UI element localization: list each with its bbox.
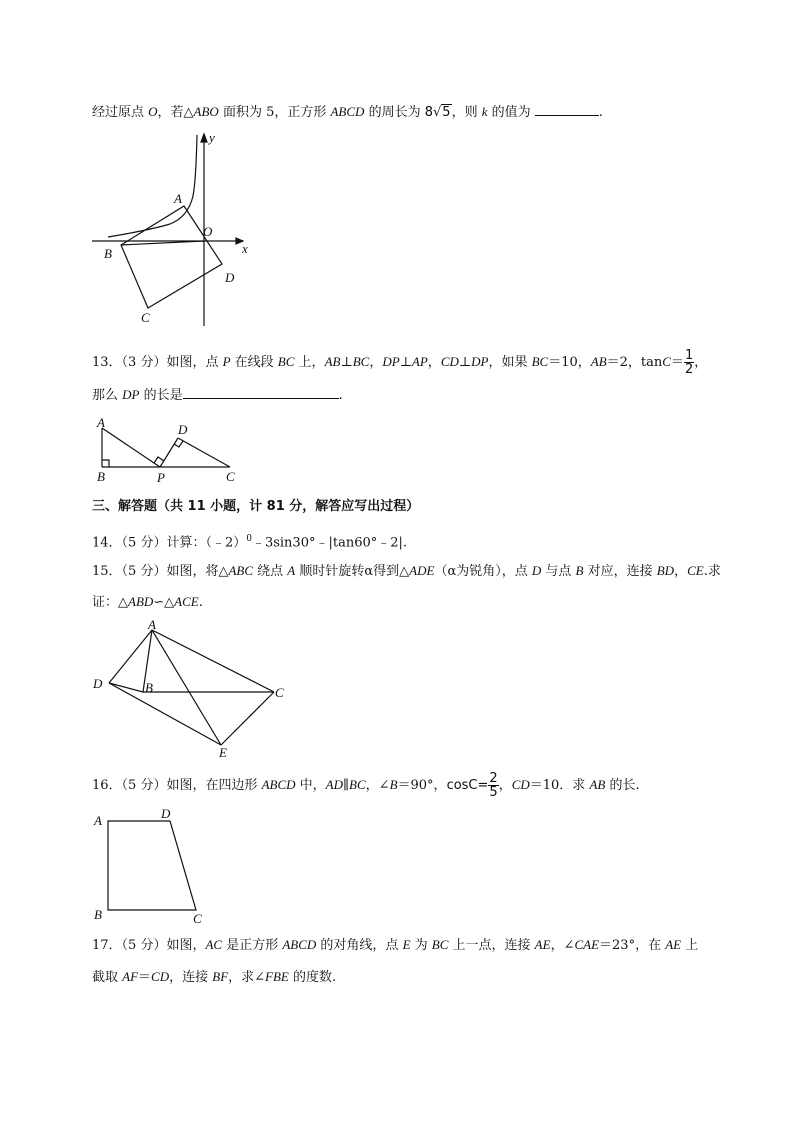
quadrilateral-abcd (108, 821, 196, 910)
label-d: D (93, 676, 103, 691)
label-o: O (203, 224, 213, 239)
label-y: y (209, 130, 215, 145)
label-b: B (97, 469, 105, 484)
label-b: B (104, 246, 112, 261)
q12-text: 经过原点 O，若△ABO 面积为 5，正方形 ABCD 的周长为 8√5，则 k 的值为 . (92, 104, 603, 120)
label-e: E (219, 745, 227, 760)
q15-text-line1: 15．（5 分）如图，将△ABC 绕点 A 顺时针旋转α得到△ADE（α为锐角），点 D 与点 B 对应，连接 BD，CE.求 (92, 563, 721, 579)
q16-text: 16．（5 分）如图，在四边形 ABCD 中，AD∥BC，∠B＝90°，cosC= $\frac{2}{5}$ ，CD＝10．求 AB 的长. (92, 771, 640, 800)
label-a: A (148, 617, 156, 632)
fraction-two-fifths: $\frac{2}{5}$ (489, 771, 498, 800)
label-c: C (193, 911, 202, 926)
label-d: D (178, 422, 188, 437)
label-d: D (225, 270, 235, 285)
label-d: D (161, 806, 171, 821)
sqrt-expression: 8√5 (424, 105, 451, 120)
label-c: C (275, 685, 284, 700)
label-b: B (94, 907, 102, 922)
label-x: x (242, 241, 248, 256)
label-c: C (141, 310, 150, 325)
q14-text: 14．（5 分）计算：（﹣2）$^0$﹣3sin30°﹣|tan60°﹣2|. (92, 534, 408, 551)
label-a: A (174, 191, 182, 206)
q15-text-line2: 证：△ABD∽△ACE. (92, 594, 203, 610)
section-heading: 三、解答题（共 11 小题，计 81 分，解答应写出过程） (92, 499, 420, 514)
fraction-one-half: $\frac{1}{2}$ (684, 348, 694, 377)
label-a: A (97, 415, 105, 430)
label-a: A (94, 813, 102, 828)
q17-text-line1: 17．（5 分）如图，AC 是正方形 ABCD 的对角线，点 E 为 BC 上一点，连接 AE，∠CAE＝23°，在 AE 上 (92, 937, 699, 953)
q17-text-line2: 截取 AF＝CD，连接 BF，求∠FBE 的度数. (92, 969, 337, 985)
label-p: P (157, 470, 165, 485)
q13-text-line2: 那么 DP 的长是 . (92, 387, 343, 403)
q13-text-line1: 13．（3 分）如图，点 P 在线段 BC 上，AB⊥BC，DP⊥AP，CD⊥DP，如果 BC＝10，AB＝2，tanC＝ $\frac{1}{2}$ ， (92, 348, 708, 377)
label-b: B (145, 680, 153, 695)
label-c: C (226, 469, 235, 484)
